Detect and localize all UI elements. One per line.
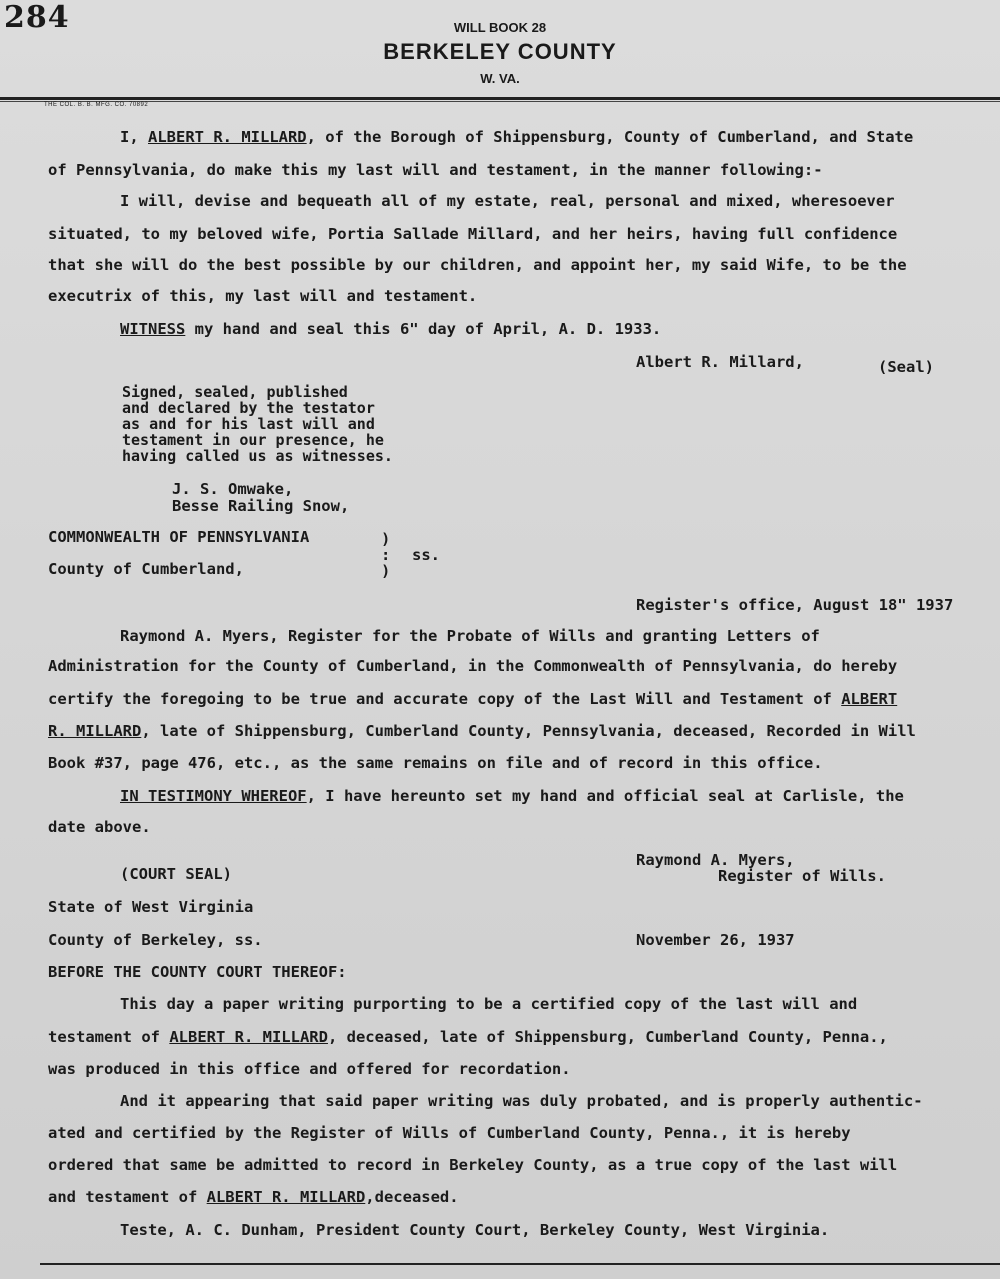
ss-label: ss.	[412, 546, 440, 564]
will-line-1	[120, 128, 913, 146]
text-fragment: , I have hereunto set my hand and official seal at Carlisle, the	[306, 787, 904, 805]
text-fragment: my hand and seal this 6" day of April, A. D. 1933.	[185, 320, 662, 338]
witness-name-2: Besse Railing Snow,	[172, 497, 350, 515]
witness-clause-4: testament in our presence, he	[122, 431, 384, 449]
header-rule-thin	[0, 101, 1000, 102]
court-seal-label: (COURT SEAL)	[120, 865, 232, 883]
order-line-3: was produced in this office and offered for recordation.	[48, 1060, 571, 1078]
county-berkeley-label: County of Berkeley, ss.	[48, 931, 263, 949]
order-line-6: ordered that same be admitted to record in Berkeley County, as a true copy of the last will	[48, 1156, 898, 1174]
text-fragment: testament of	[48, 1028, 170, 1046]
county-title: BERKELEY COUNTY	[383, 39, 617, 64]
register-office-date: Register's office, August 18" 1937	[636, 596, 954, 614]
will-line-5: that she will do the best possible by our children, and appoint her, my said Wife, to be the	[48, 256, 907, 274]
text-fragment: , deceased, late of Shippensburg, Cumberland County, Penna.,	[327, 1028, 888, 1046]
witness-word: WITNESS	[120, 320, 186, 338]
order-line-4: And it appearing that said paper writing was duly probated, and is properly authentic-	[120, 1092, 923, 1110]
testator-name: R. MILLARD	[48, 722, 142, 740]
text-fragment: and testament of	[48, 1188, 207, 1206]
text-fragment: I,	[120, 128, 148, 146]
county-cumberland-label: County of Cumberland,	[48, 560, 244, 578]
testimony-heading: IN TESTIMONY WHEREOF	[120, 787, 307, 805]
certificate-line-6	[120, 787, 904, 805]
state-wv-label: State of West Virginia	[48, 898, 254, 916]
certificate-line-3	[48, 690, 897, 708]
will-line-7	[120, 320, 661, 338]
court-heading: BEFORE THE COUNTY COURT THEREOF:	[48, 963, 347, 981]
bracket-bottom: )	[381, 562, 391, 580]
text-fragment: , of the Borough of Shippensburg, County of Cumberland, and State	[306, 128, 914, 146]
order-line-2	[48, 1028, 888, 1046]
text-fragment: , late of Shippensburg, Cumberland County, Pennsylvania, deceased, Recorded in Will	[141, 722, 916, 740]
certificate-line-1: Raymond A. Myers, Register for the Probate of Wills and granting Letters of	[120, 627, 820, 645]
testator-signature: Albert R. Millard,	[636, 353, 804, 371]
bracket-colon: :	[381, 546, 391, 564]
header-rule	[0, 97, 1000, 100]
will-line-3: I will, devise and bequeath all of my estate, real, personal and mixed, wheresoever	[120, 192, 895, 210]
state-title: W. VA.	[480, 71, 520, 86]
recordation-date: November 26, 1937	[636, 931, 795, 949]
witness-clause-5: having called us as witnesses.	[122, 447, 393, 465]
certificate-line-2: Administration for the County of Cumberland, in the Commonwealth of Pennsylvania, do hereby	[48, 657, 898, 675]
witness-name-1: J. S. Omwake,	[172, 480, 294, 498]
will-line-6: executrix of this, my last will and testament.	[48, 287, 478, 305]
certificate-line-7: date above.	[48, 818, 151, 836]
testator-name: ALBERT R. MILLARD	[206, 1188, 366, 1206]
commonwealth-label: COMMONWEALTH OF PENNSYLVANIA	[48, 528, 310, 546]
testator-name: ALBERT R. MILLARD	[148, 128, 307, 146]
bracket-top: )	[381, 530, 391, 548]
will-book-title: WILL BOOK 28	[453, 20, 547, 35]
order-line-1: This day a paper writing purporting to be a certified copy of the last will and	[120, 995, 858, 1013]
testator-name: ALBERT R. MILLARD	[169, 1028, 328, 1046]
will-line-2: of Pennsylvania, do make this my last will and testament, in the manner following:-	[48, 161, 823, 179]
seal-label: (Seal)	[878, 358, 934, 376]
text-fragment: certify the foregoing to be true and accurate copy of the Last Will and Testament of	[48, 690, 842, 708]
footer-rule	[40, 1263, 1000, 1265]
printer-imprint: THE COL. B. B. MFG. CO. 70892	[44, 102, 149, 108]
page-number: 284	[4, 0, 70, 35]
certificate-line-5: Book #37, page 476, etc., as the same remains on file and of record in this office.	[48, 754, 823, 772]
text-fragment: ,deceased.	[365, 1188, 459, 1206]
certificate-line-4	[48, 722, 916, 740]
order-line-7	[48, 1188, 459, 1206]
teste-line: Teste, A. C. Dunham, President County Court, Berkeley County, West Virginia.	[120, 1221, 830, 1239]
witness-clause-1: Signed, sealed, published	[122, 383, 348, 401]
witness-clause-2: and declared by the testator	[122, 399, 375, 417]
testator-name: ALBERT	[841, 690, 898, 708]
order-line-5: ated and certified by the Register of Wills of Cumberland County, Penna., it is hereby	[48, 1124, 851, 1142]
will-line-4: situated, to my beloved wife, Portia Sallade Millard, and her heirs, having full confidence	[48, 225, 898, 243]
witness-clause-3: as and for his last will and	[122, 415, 375, 433]
register-name: Raymond A. Myers,	[636, 851, 795, 869]
register-title: Register of Wills.	[718, 867, 886, 885]
book-header	[0, 20, 1000, 86]
